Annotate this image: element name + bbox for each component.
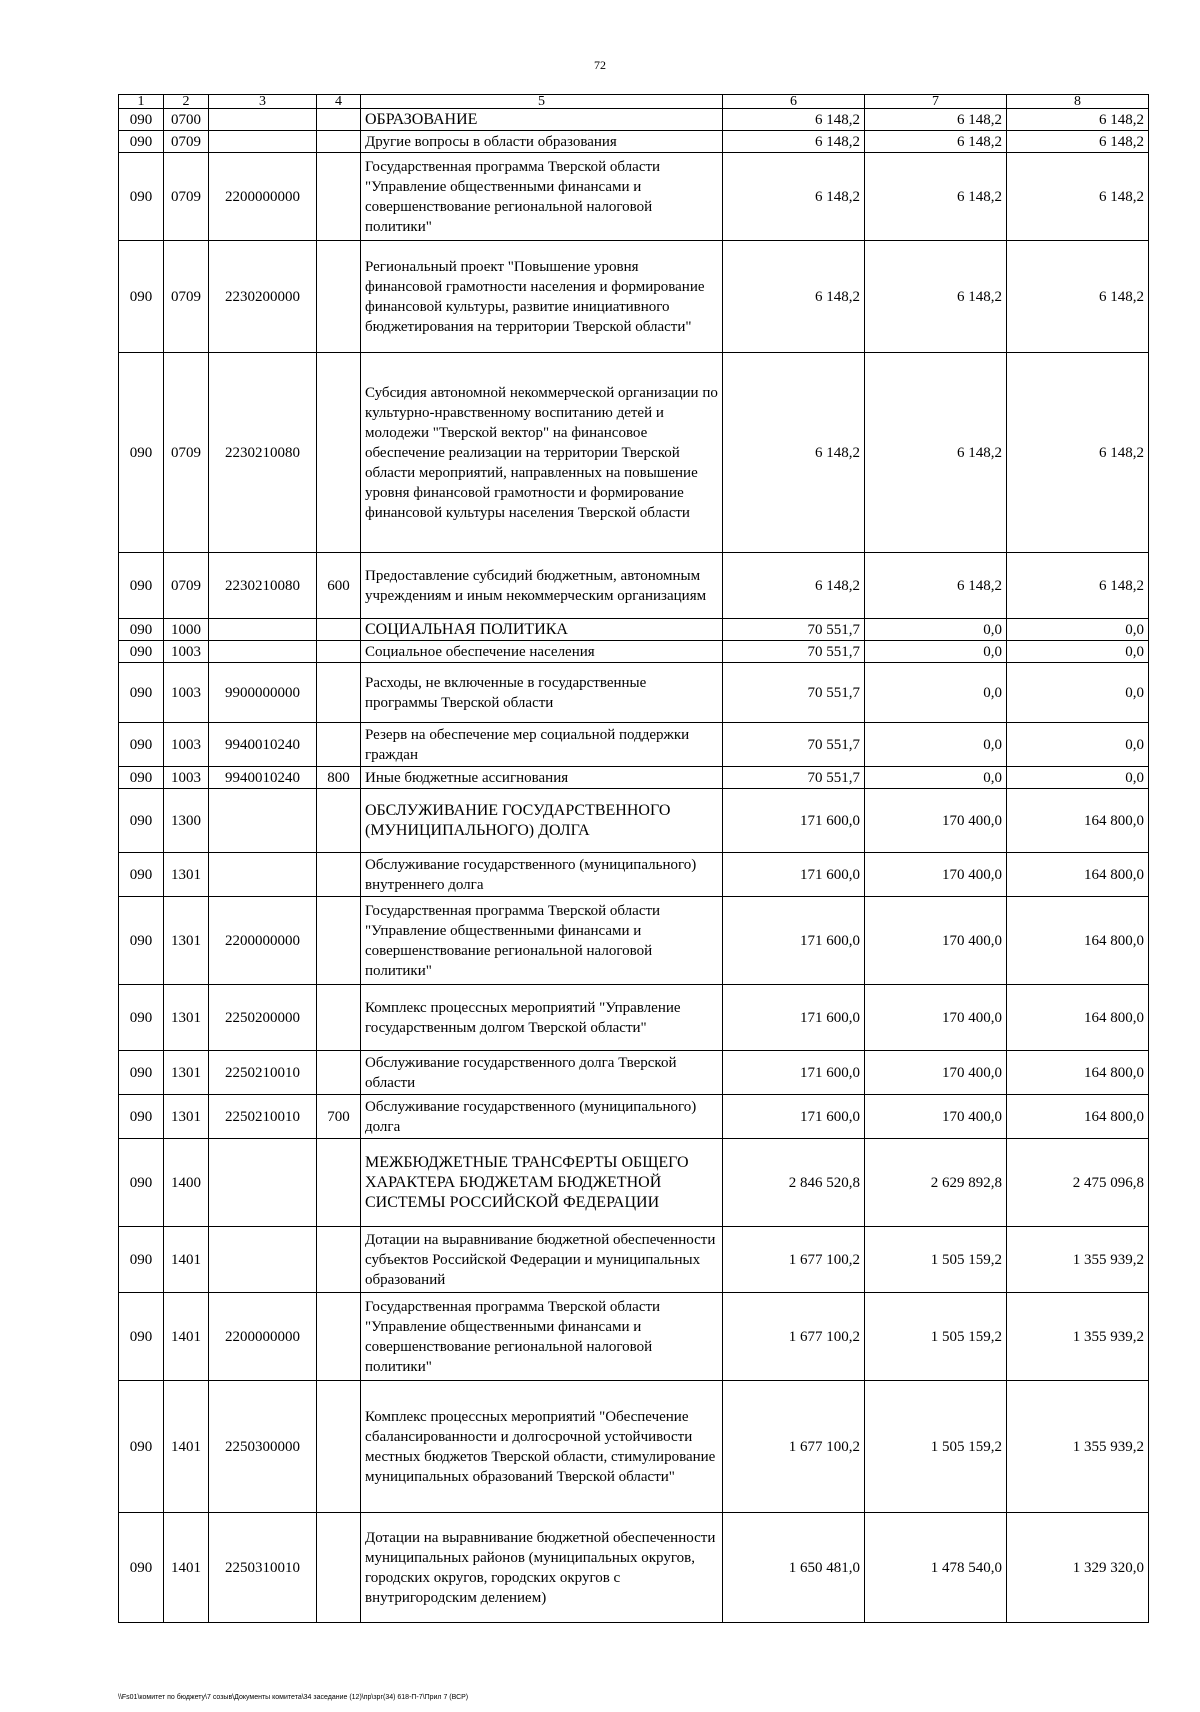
column-header: 3 [209, 95, 317, 109]
target-article-code-cell: 2230210080 [209, 353, 317, 553]
amount-year-2-cell: 170 400,0 [865, 1051, 1007, 1095]
target-article-code-cell: 2250210010 [209, 1051, 317, 1095]
table-row [119, 897, 1149, 985]
table-row [119, 553, 1149, 619]
amount-year-1-cell: 171 600,0 [723, 985, 865, 1051]
expense-type-code-cell [317, 1051, 361, 1095]
expense-type-code-cell [317, 663, 361, 723]
amount-year-1-cell: 6 148,2 [723, 109, 865, 131]
table-row [119, 109, 1149, 131]
target-article-code-cell [209, 1227, 317, 1293]
amount-year-1-cell: 6 148,2 [723, 131, 865, 153]
amount-year-1-cell: 171 600,0 [723, 1095, 865, 1139]
item-name-cell: Государственная программа Тверской области "Управление общественными финансами и совершенствование региональной налоговой политики" [361, 153, 723, 241]
section-code-cell: 0700 [164, 109, 209, 131]
item-name-cell: ОБРАЗОВАНИЕ [361, 109, 723, 131]
section-code-cell: 1401 [164, 1381, 209, 1513]
amount-year-3-cell: 0,0 [1007, 723, 1149, 767]
amount-year-2-cell: 0,0 [865, 723, 1007, 767]
amount-year-3-cell: 164 800,0 [1007, 853, 1149, 897]
ministry-code-cell: 090 [119, 109, 164, 131]
table-row [119, 853, 1149, 897]
table-row [119, 723, 1149, 767]
ministry-code-cell: 090 [119, 1227, 164, 1293]
amount-year-2-cell: 1 505 159,2 [865, 1227, 1007, 1293]
table-row [119, 789, 1149, 853]
amount-year-3-cell: 1 355 939,2 [1007, 1381, 1149, 1513]
ministry-code-cell: 090 [119, 1381, 164, 1513]
expense-type-code-cell: 600 [317, 553, 361, 619]
table-row [119, 131, 1149, 153]
ministry-code-cell: 090 [119, 619, 164, 641]
target-article-code-cell: 2250200000 [209, 985, 317, 1051]
file-path-footer: \\Fs01\комитет по бюджету\7 созыв\Документы комитета\34 заседание (12)\пр\зрг(34) 618-П-7\Прил 7 (ВСР) [118, 1694, 469, 1701]
amount-year-1-cell: 6 148,2 [723, 553, 865, 619]
amount-year-2-cell: 1 505 159,2 [865, 1381, 1007, 1513]
amount-year-2-cell: 170 400,0 [865, 1095, 1007, 1139]
amount-year-2-cell: 0,0 [865, 767, 1007, 789]
table-row [119, 1227, 1149, 1293]
table-row [119, 1051, 1149, 1095]
column-header: 6 [723, 95, 865, 109]
amount-year-1-cell: 171 600,0 [723, 897, 865, 985]
ministry-code-cell: 090 [119, 789, 164, 853]
expense-type-code-cell [317, 241, 361, 353]
amount-year-1-cell: 2 846 520,8 [723, 1139, 865, 1227]
amount-year-1-cell: 1 677 100,2 [723, 1227, 865, 1293]
amount-year-2-cell: 1 478 540,0 [865, 1513, 1007, 1623]
item-name-cell: Обслуживание государственного (муниципального) внутреннего долга [361, 853, 723, 897]
expense-type-code-cell [317, 789, 361, 853]
item-name-cell: Обслуживание государственного долга Тверской области [361, 1051, 723, 1095]
expense-type-code-cell [317, 985, 361, 1051]
item-name-cell: Предоставление субсидий бюджетным, автономным учреждениям и иным некоммерческим организациям [361, 553, 723, 619]
amount-year-3-cell: 164 800,0 [1007, 1051, 1149, 1095]
section-code-cell: 0709 [164, 353, 209, 553]
amount-year-3-cell: 1 355 939,2 [1007, 1293, 1149, 1381]
expense-type-code-cell [317, 853, 361, 897]
section-code-cell: 1400 [164, 1139, 209, 1227]
target-article-code-cell: 9900000000 [209, 663, 317, 723]
column-header: 1 [119, 95, 164, 109]
amount-year-1-cell: 6 148,2 [723, 153, 865, 241]
amount-year-1-cell: 70 551,7 [723, 767, 865, 789]
amount-year-3-cell: 164 800,0 [1007, 789, 1149, 853]
section-code-cell: 1401 [164, 1513, 209, 1623]
amount-year-3-cell: 0,0 [1007, 641, 1149, 663]
ministry-code-cell: 090 [119, 663, 164, 723]
amount-year-2-cell: 0,0 [865, 619, 1007, 641]
table-row [119, 1513, 1149, 1623]
budget-table [118, 94, 1149, 1623]
expense-type-code-cell [317, 1293, 361, 1381]
expense-type-code-cell [317, 153, 361, 241]
amount-year-2-cell: 170 400,0 [865, 853, 1007, 897]
ministry-code-cell: 090 [119, 153, 164, 241]
section-code-cell: 1401 [164, 1293, 209, 1381]
section-code-cell: 1301 [164, 985, 209, 1051]
amount-year-2-cell: 6 148,2 [865, 131, 1007, 153]
target-article-code-cell [209, 1139, 317, 1227]
table-row [119, 641, 1149, 663]
expense-type-code-cell [317, 131, 361, 153]
amount-year-2-cell: 170 400,0 [865, 789, 1007, 853]
target-article-code-cell: 2230200000 [209, 241, 317, 353]
amount-year-2-cell: 6 148,2 [865, 109, 1007, 131]
target-article-code-cell [209, 789, 317, 853]
amount-year-1-cell: 1 677 100,2 [723, 1293, 865, 1381]
target-article-code-cell [209, 109, 317, 131]
expense-type-code-cell [317, 353, 361, 553]
table-row [119, 1139, 1149, 1227]
expense-type-code-cell [317, 109, 361, 131]
item-name-cell: МЕЖБЮДЖЕТНЫЕ ТРАНСФЕРТЫ ОБЩЕГО ХАРАКТЕРА БЮДЖЕТАМ БЮДЖЕТНОЙ СИСТЕМЫ РОССИЙСКОЙ ФЕДЕРАЦИИ [361, 1139, 723, 1227]
item-name-cell: Субсидия автономной некоммерческой организации по культурно-нравственному воспитанию детей и молодежи "Тверской вектор" на финансовое обеспечение реализации на территории Тверской области мероприятий, направленных на повышение уровня финансовой грамотности и формирование финансовой культуры населения Тверской области [361, 353, 723, 553]
amount-year-2-cell: 6 148,2 [865, 553, 1007, 619]
table-body [119, 109, 1149, 1623]
target-article-code-cell: 2250210010 [209, 1095, 317, 1139]
amount-year-3-cell: 0,0 [1007, 663, 1149, 723]
expense-type-code-cell [317, 897, 361, 985]
section-code-cell: 1301 [164, 897, 209, 985]
amount-year-2-cell: 1 505 159,2 [865, 1293, 1007, 1381]
item-name-cell: Обслуживание государственного (муниципального) долга [361, 1095, 723, 1139]
item-name-cell: Комплекс процессных мероприятий "Управление государственным долгом Тверской области" [361, 985, 723, 1051]
section-code-cell: 0709 [164, 131, 209, 153]
ministry-code-cell: 090 [119, 897, 164, 985]
expense-type-code-cell [317, 641, 361, 663]
target-article-code-cell: 2250300000 [209, 1381, 317, 1513]
section-code-cell: 1003 [164, 767, 209, 789]
amount-year-2-cell: 0,0 [865, 663, 1007, 723]
target-article-code-cell: 9940010240 [209, 723, 317, 767]
section-code-cell: 1003 [164, 641, 209, 663]
table-row [119, 153, 1149, 241]
item-name-cell: Комплекс процессных мероприятий "Обеспечение сбалансированности и долгосрочной устойчивости местных бюджетов Тверской области, стимулирование муниципальных образований Тверской области" [361, 1381, 723, 1513]
target-article-code-cell: 2200000000 [209, 153, 317, 241]
amount-year-3-cell: 6 148,2 [1007, 131, 1149, 153]
table-header-row [119, 95, 1149, 109]
amount-year-3-cell: 6 148,2 [1007, 153, 1149, 241]
section-code-cell: 1301 [164, 853, 209, 897]
ministry-code-cell: 090 [119, 853, 164, 897]
target-article-code-cell [209, 853, 317, 897]
ministry-code-cell: 090 [119, 723, 164, 767]
ministry-code-cell: 090 [119, 1139, 164, 1227]
amount-year-3-cell: 2 475 096,8 [1007, 1139, 1149, 1227]
amount-year-3-cell: 164 800,0 [1007, 897, 1149, 985]
expense-type-code-cell [317, 1139, 361, 1227]
item-name-cell: СОЦИАЛЬНАЯ ПОЛИТИКА [361, 619, 723, 641]
item-name-cell: Государственная программа Тверской области "Управление общественными финансами и совершенствование региональной налоговой политики" [361, 1293, 723, 1381]
item-name-cell: Государственная программа Тверской области "Управление общественными финансами и совершенствование региональной налоговой политики" [361, 897, 723, 985]
ministry-code-cell: 090 [119, 1513, 164, 1623]
ministry-code-cell: 090 [119, 1293, 164, 1381]
amount-year-2-cell: 6 148,2 [865, 353, 1007, 553]
amount-year-2-cell: 0,0 [865, 641, 1007, 663]
amount-year-3-cell: 6 148,2 [1007, 109, 1149, 131]
amount-year-1-cell: 171 600,0 [723, 853, 865, 897]
target-article-code-cell: 2250310010 [209, 1513, 317, 1623]
target-article-code-cell: 2200000000 [209, 897, 317, 985]
section-code-cell: 0709 [164, 153, 209, 241]
amount-year-1-cell: 6 148,2 [723, 241, 865, 353]
target-article-code-cell [209, 641, 317, 663]
expense-type-code-cell: 700 [317, 1095, 361, 1139]
amount-year-3-cell: 0,0 [1007, 767, 1149, 789]
amount-year-3-cell: 0,0 [1007, 619, 1149, 641]
amount-year-3-cell: 6 148,2 [1007, 553, 1149, 619]
table-row [119, 619, 1149, 641]
expense-type-code-cell: 800 [317, 767, 361, 789]
amount-year-3-cell: 1 355 939,2 [1007, 1227, 1149, 1293]
ministry-code-cell: 090 [119, 1095, 164, 1139]
expense-type-code-cell [317, 1227, 361, 1293]
target-article-code-cell: 2200000000 [209, 1293, 317, 1381]
amount-year-1-cell: 70 551,7 [723, 663, 865, 723]
section-code-cell: 0709 [164, 553, 209, 619]
amount-year-2-cell: 6 148,2 [865, 241, 1007, 353]
item-name-cell: Дотации на выравнивание бюджетной обеспеченности субъектов Российской Федерации и муниципальных образований [361, 1227, 723, 1293]
amount-year-2-cell: 2 629 892,8 [865, 1139, 1007, 1227]
section-code-cell: 1003 [164, 723, 209, 767]
table-row [119, 663, 1149, 723]
item-name-cell: ОБСЛУЖИВАНИЕ ГОСУДАРСТВЕННОГО (МУНИЦИПАЛЬНОГО) ДОЛГА [361, 789, 723, 853]
amount-year-2-cell: 170 400,0 [865, 985, 1007, 1051]
section-code-cell: 1000 [164, 619, 209, 641]
column-header: 4 [317, 95, 361, 109]
target-article-code-cell: 9940010240 [209, 767, 317, 789]
amount-year-3-cell: 164 800,0 [1007, 1095, 1149, 1139]
table-row [119, 241, 1149, 353]
table-row [119, 767, 1149, 789]
column-header: 5 [361, 95, 723, 109]
amount-year-1-cell: 70 551,7 [723, 723, 865, 767]
amount-year-3-cell: 1 329 320,0 [1007, 1513, 1149, 1623]
amount-year-1-cell: 171 600,0 [723, 1051, 865, 1095]
ministry-code-cell: 090 [119, 641, 164, 663]
ministry-code-cell: 090 [119, 767, 164, 789]
target-article-code-cell [209, 131, 317, 153]
ministry-code-cell: 090 [119, 1051, 164, 1095]
item-name-cell: Другие вопросы в области образования [361, 131, 723, 153]
table-row [119, 1381, 1149, 1513]
expense-type-code-cell [317, 723, 361, 767]
ministry-code-cell: 090 [119, 985, 164, 1051]
amount-year-3-cell: 164 800,0 [1007, 985, 1149, 1051]
ministry-code-cell: 090 [119, 553, 164, 619]
amount-year-1-cell: 171 600,0 [723, 789, 865, 853]
item-name-cell: Региональный проект "Повышение уровня финансовой грамотности населения и формирование финансовой культуры, развитие инициативного бюджетирования на территории Тверской области" [361, 241, 723, 353]
table-row [119, 985, 1149, 1051]
column-header: 8 [1007, 95, 1149, 109]
ministry-code-cell: 090 [119, 241, 164, 353]
ministry-code-cell: 090 [119, 353, 164, 553]
expense-type-code-cell [317, 619, 361, 641]
table-row [119, 353, 1149, 553]
column-header: 7 [865, 95, 1007, 109]
amount-year-2-cell: 170 400,0 [865, 897, 1007, 985]
column-header: 2 [164, 95, 209, 109]
section-code-cell: 1301 [164, 1051, 209, 1095]
amount-year-1-cell: 1 650 481,0 [723, 1513, 865, 1623]
table-row [119, 1095, 1149, 1139]
expense-type-code-cell [317, 1513, 361, 1623]
table-row [119, 1293, 1149, 1381]
amount-year-3-cell: 6 148,2 [1007, 353, 1149, 553]
section-code-cell: 1401 [164, 1227, 209, 1293]
amount-year-1-cell: 1 677 100,2 [723, 1381, 865, 1513]
section-code-cell: 1301 [164, 1095, 209, 1139]
section-code-cell: 0709 [164, 241, 209, 353]
expense-type-code-cell [317, 1381, 361, 1513]
target-article-code-cell: 2230210080 [209, 553, 317, 619]
item-name-cell: Резерв на обеспечение мер социальной поддержки граждан [361, 723, 723, 767]
amount-year-1-cell: 70 551,7 [723, 641, 865, 663]
item-name-cell: Расходы, не включенные в государственные программы Тверской области [361, 663, 723, 723]
item-name-cell: Дотации на выравнивание бюджетной обеспеченности муниципальных районов (муниципальных округов, городских округов, городских округов с внутригородским делением) [361, 1513, 723, 1623]
amount-year-1-cell: 6 148,2 [723, 353, 865, 553]
page-number: 72 [594, 58, 606, 72]
section-code-cell: 1003 [164, 663, 209, 723]
item-name-cell: Иные бюджетные ассигнования [361, 767, 723, 789]
amount-year-1-cell: 70 551,7 [723, 619, 865, 641]
amount-year-2-cell: 6 148,2 [865, 153, 1007, 241]
ministry-code-cell: 090 [119, 131, 164, 153]
section-code-cell: 1300 [164, 789, 209, 853]
item-name-cell: Социальное обеспечение населения [361, 641, 723, 663]
amount-year-3-cell: 6 148,2 [1007, 241, 1149, 353]
target-article-code-cell [209, 619, 317, 641]
